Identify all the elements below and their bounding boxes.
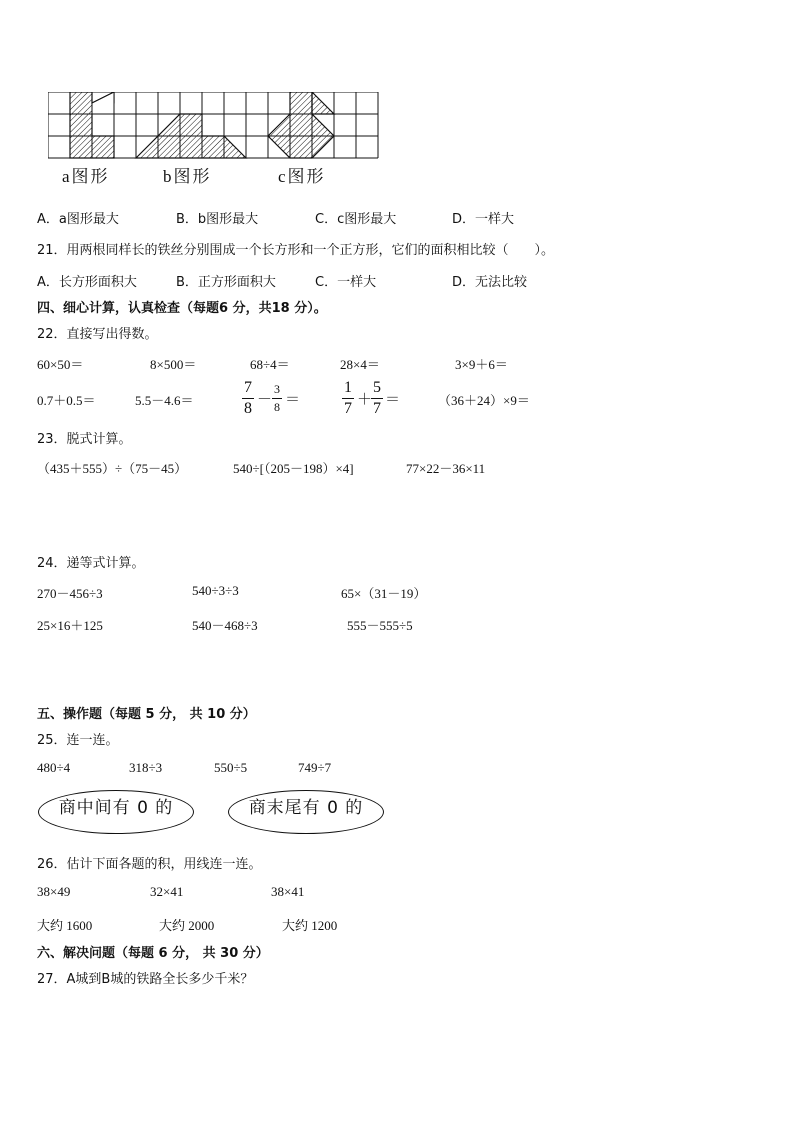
- shape-c: [268, 92, 334, 158]
- q22-frac2-a-den: 7: [344, 400, 352, 417]
- q26-item-2: 32×41: [150, 884, 184, 899]
- q21-option-d: D．无法比较: [452, 275, 528, 290]
- q23-stem: 23．脱式计算。: [37, 432, 132, 447]
- q21-option-c: C．一样大: [315, 275, 377, 290]
- q24-stem: 24．递等式计算。: [37, 556, 145, 571]
- oval-zero-in-middle-label: 商中间有 0 的: [58, 798, 174, 818]
- oval-zero-in-middle: [38, 790, 194, 834]
- q26-item-3: 38×41: [271, 884, 305, 899]
- q25-stem: 25．连一连。: [37, 733, 119, 748]
- q25-item-4: 749÷7: [298, 760, 332, 775]
- q20-option-c: C．c图形最大: [315, 212, 397, 227]
- section-5-title: 五、操作题（每题 5 分， 共 10 分）: [37, 707, 256, 722]
- section-4-title: 四、细心计算，认真检查（每题6 分，共18 分）。: [37, 301, 327, 316]
- q22-frac2-b-num: 5: [373, 379, 381, 396]
- q22-item-6: 0.7＋0.5＝: [37, 393, 96, 408]
- q22-frac2-b-den: 7: [373, 400, 381, 417]
- q22-frac1-a-num: 7: [244, 379, 252, 396]
- q20-option-a: A．a图形最大: [37, 212, 119, 227]
- q26-answer-3: 大约 1200: [282, 918, 338, 933]
- q22-frac2-a-num: 1: [344, 379, 352, 396]
- q26-stem: 26．估计下面各题的积，用线连一连。: [37, 857, 262, 872]
- q24-item-4: 25×16＋125: [37, 618, 103, 633]
- q22-frac2-eq: ＝: [385, 392, 401, 408]
- q22-frac2-op: ＋: [357, 392, 373, 408]
- q22-frac1-b-num: 3: [274, 382, 280, 396]
- q26-item-1: 38×49: [37, 884, 71, 899]
- q24-item-5: 540－468÷3: [192, 618, 258, 633]
- q21-option-a: A．长方形面积大: [37, 275, 137, 290]
- oval-zero-at-end: [228, 790, 384, 834]
- q24-item-1: 270－456÷3: [37, 586, 103, 601]
- q22-frac2-b: [371, 379, 383, 418]
- q22-frac1-b: [272, 382, 282, 415]
- q26-answer-2: 大约 2000: [159, 918, 215, 933]
- q22-frac1-a-den: 8: [244, 400, 252, 417]
- q23-item-3: 77×22－36×11: [406, 461, 486, 476]
- q27-stem: 27．A城到B城的铁路全长多少千米？: [37, 972, 254, 987]
- shape-c-tab: [312, 92, 334, 114]
- section-6-title: 六、解决问题（每题 6 分， 共 30 分）: [37, 946, 269, 961]
- figure-label-a: a图形: [62, 167, 110, 186]
- figure-label-b: b图形: [163, 167, 212, 186]
- q24-item-3: 65×（31－19）: [341, 586, 427, 601]
- q23-item-1: （435＋555）÷（75－45）: [37, 461, 188, 476]
- oval-zero-at-end-label: 商末尾有 0 的: [248, 798, 364, 818]
- grid-figure: [48, 92, 384, 160]
- q22-item-4: 28×4＝: [340, 357, 380, 372]
- q22-item-10: （36＋24）×9＝: [438, 393, 530, 408]
- shape-a-notch: [92, 92, 114, 114]
- q25-item-3: 550÷5: [214, 760, 248, 775]
- q25-item-2: 318÷3: [129, 760, 163, 775]
- q22-item-3: 68÷4＝: [250, 357, 290, 372]
- q22-item-1: 60×50＝: [37, 357, 84, 372]
- figure-label-c: c图形: [278, 167, 326, 186]
- q24-item-6: 555－555÷5: [347, 618, 413, 633]
- q25-item-1: 480÷4: [37, 760, 71, 775]
- q22-frac1-op: －: [257, 392, 273, 408]
- q21-stem: 21．用两根同样长的铁丝分别围成一个长方形和一个正方形，它们的面积相比较（ ）。: [37, 243, 555, 258]
- q22-stem: 22．直接写出得数。: [37, 327, 158, 342]
- q20-option-d: D．一样大: [452, 212, 515, 227]
- q21-option-b: B．正方形面积大: [176, 275, 276, 290]
- q22-frac1-b-den: 8: [274, 400, 280, 414]
- q26-answer-1: 大约 1600: [37, 918, 93, 933]
- q22-item-5: 3×9＋6＝: [455, 357, 508, 372]
- q23-item-2: 540÷[（205－198）×4]: [233, 461, 354, 476]
- q22-frac1-a: [242, 379, 254, 418]
- q24-item-2: 540÷3÷3: [192, 583, 239, 598]
- q20-option-b: B．b图形最大: [176, 212, 259, 227]
- q22-item-2: 8×500＝: [150, 357, 197, 372]
- q22-item-7: 5.5－4.6＝: [135, 393, 194, 408]
- q22-frac1-eq: ＝: [285, 392, 301, 408]
- q22-frac2-a: [342, 379, 354, 418]
